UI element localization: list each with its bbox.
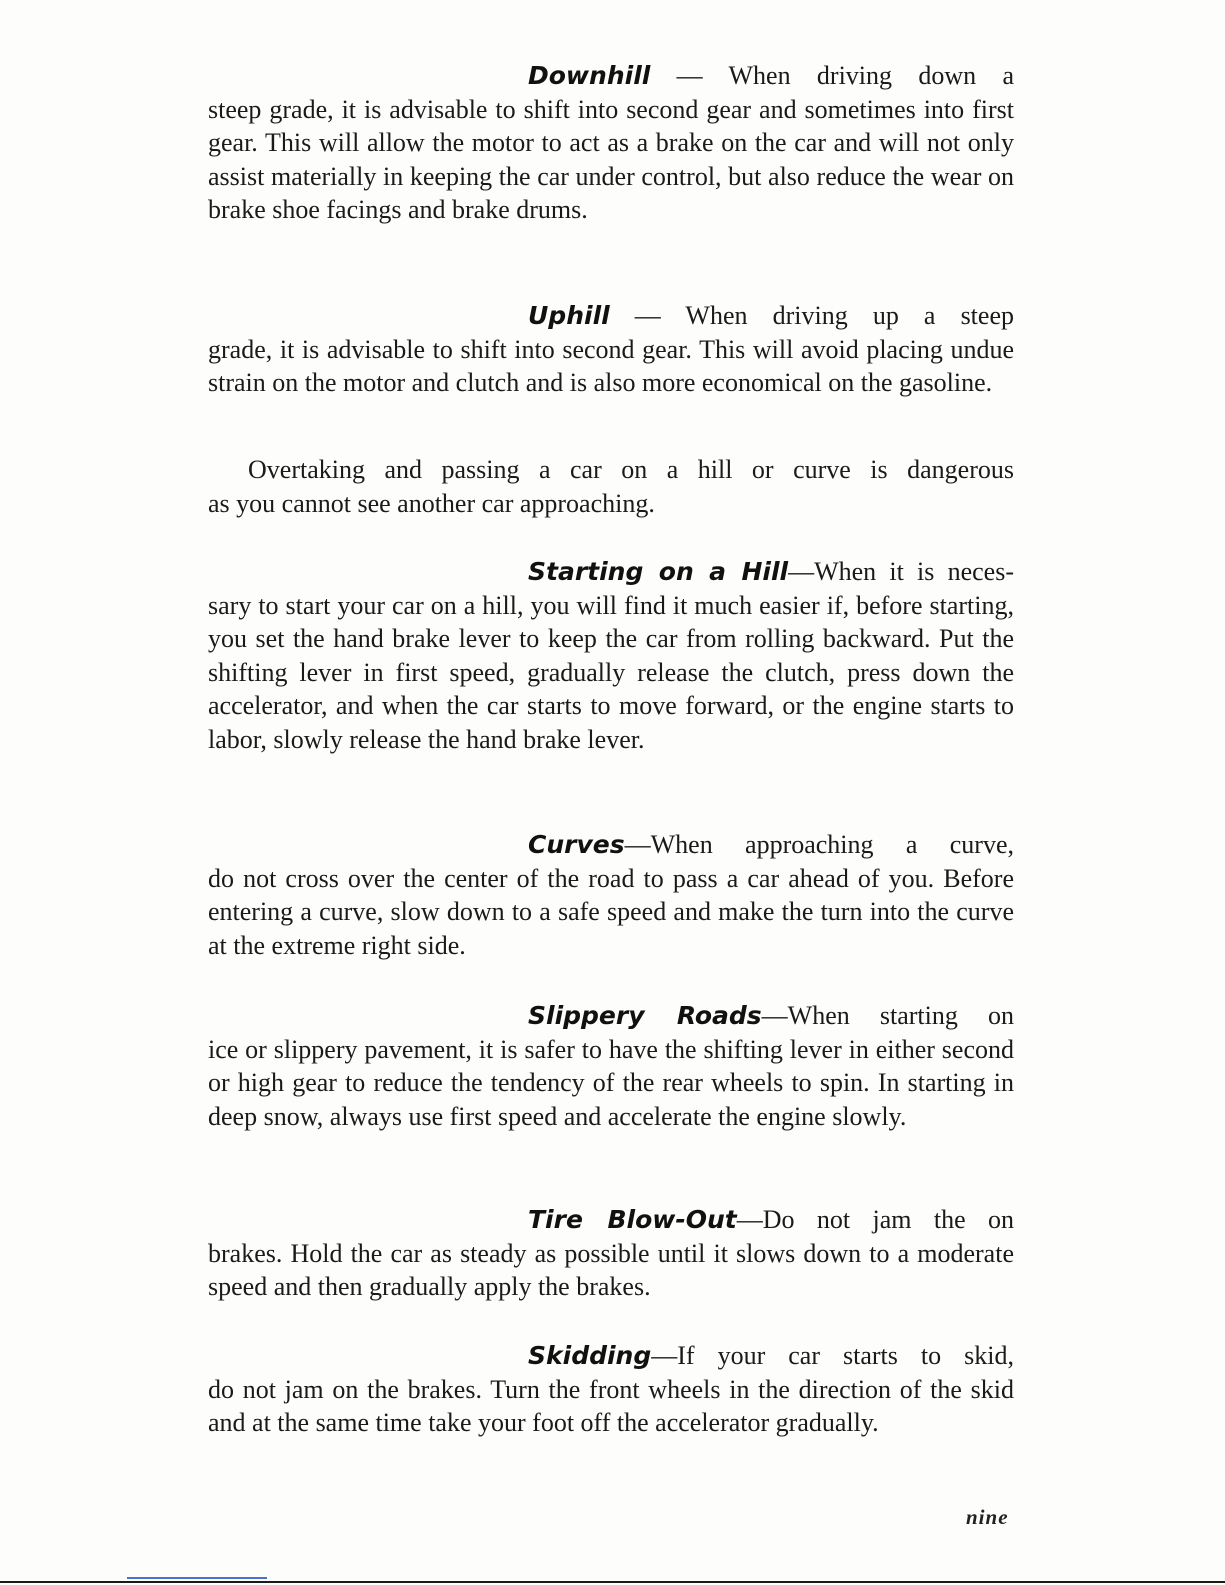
section-skidding	[208, 1339, 1014, 1440]
footer-divider	[0, 1581, 1225, 1583]
section-slippery-roads	[208, 999, 1014, 1133]
section-heading: Downhill	[528, 61, 651, 90]
section-uphill	[208, 299, 1014, 400]
section-body: steep grade, it is advisable to shift into second gear and sometimes into first gear. This will allow the motor to act as a brake on the car and will not only assist materially in keeping the car under control, but also reduce the wear on brake shoe facings and brake drums.	[208, 94, 1014, 224]
section-lead: — When driving up a steep	[609, 301, 1014, 330]
section-first-line	[208, 299, 1014, 333]
section-first-line	[208, 1203, 1014, 1237]
section-lead: — When driving down a	[650, 61, 1014, 90]
section-body: ice or slippery pavement, it is safer to have the shifting lever in either second or high gear to reduce the tendency of the rear wheels to spin. In starting in deep snow, always use first speed and accelerate the engine slowly.	[208, 1034, 1014, 1131]
section-lead: —When it is neces-	[788, 557, 1014, 586]
section-heading: Slippery Roads	[528, 1001, 762, 1030]
section-curves	[208, 828, 1014, 962]
section-first-line	[208, 59, 1014, 93]
section-body: do not cross over the center of the road to pass a car ahead of you. Before entering a curve, slow down to a safe speed and make the turn into the curve at the extreme right side.	[208, 863, 1014, 960]
section-heading: Skidding	[528, 1341, 652, 1370]
section-first-line	[208, 1339, 1014, 1373]
section-tire-blow-out	[208, 1203, 1014, 1304]
section-first-line	[208, 555, 1014, 589]
page-number: nine	[966, 1505, 1009, 1529]
section-lead: —Do not jam the on	[736, 1205, 1014, 1234]
paragraph-body: as you cannot see another car approaching.	[208, 488, 655, 518]
paragraph-first-line: Overtaking and passing a car on a hill or curve is dangerous	[248, 455, 1014, 484]
footer-link-underline[interactable]	[127, 1577, 267, 1579]
paragraph-overtaking	[208, 453, 1014, 520]
section-first-line	[208, 999, 1014, 1033]
section-lead: —When approaching a curve,	[624, 830, 1014, 859]
section-lead: —When starting on	[761, 1001, 1014, 1030]
section-body: sary to start your car on a hill, you will find it much easier if, before starting, you set the hand brake lever to keep the car from rolling backward. Put the shifting lever in first speed, gradually release the clutch, press down the accelerator, and when the car starts to move forward, or the engine starts to labor, slowly release the hand brake lever.	[208, 590, 1014, 754]
section-heading: Starting on a Hill	[528, 557, 789, 586]
section-body: grade, it is advisable to shift into second gear. This will avoid placing undue strain on the motor and clutch and is also more economical on the gasoline.	[208, 334, 1014, 397]
section-heading: Uphill	[528, 301, 610, 330]
section-heading: Curves	[528, 830, 625, 859]
section-body: brakes. Hold the car as steady as possible until it slows down to a moderate speed and then gradually apply the brakes.	[208, 1238, 1014, 1301]
section-body: do not jam on the brakes. Turn the front wheels in the direction of the skid and at the same time take your foot off the accelerator gradually.	[208, 1374, 1014, 1437]
section-heading: Tire Blow-Out	[528, 1205, 737, 1234]
section-lead: —If your car starts to skid,	[651, 1341, 1014, 1370]
section-starting-on-a-hill	[208, 555, 1014, 756]
section-first-line	[208, 828, 1014, 862]
section-downhill	[208, 59, 1014, 227]
